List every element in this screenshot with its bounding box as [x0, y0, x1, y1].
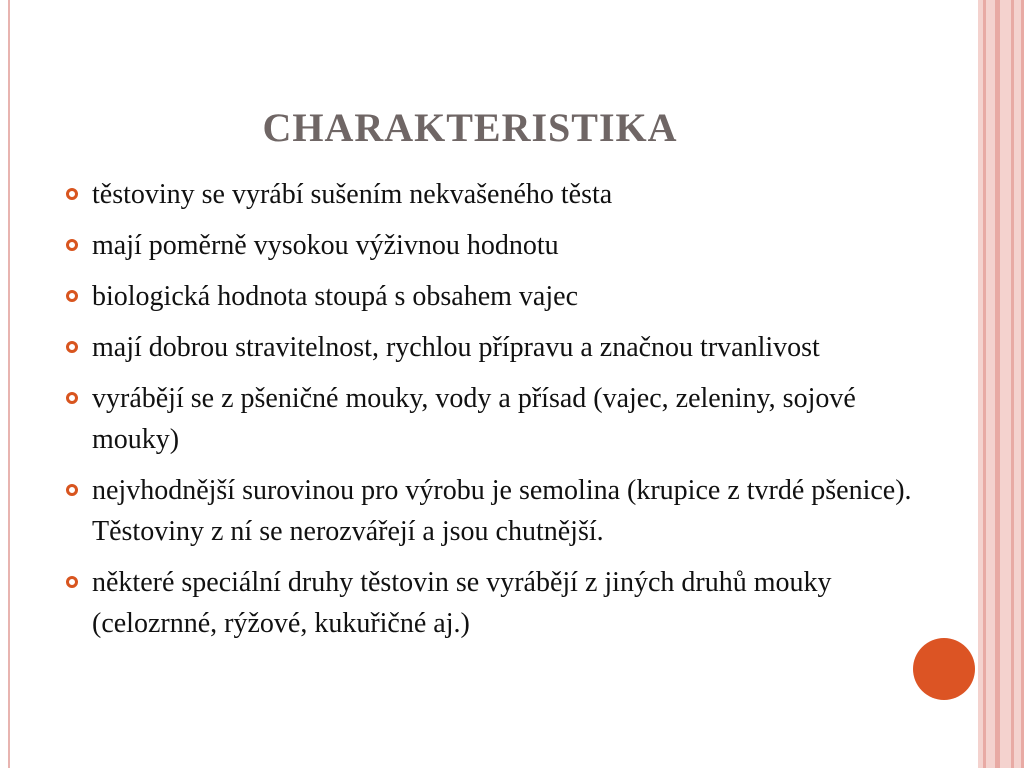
decorative-circle-icon	[913, 638, 975, 700]
bullet-item	[66, 327, 926, 368]
slide-title: CHARAKTERISTIKA	[262, 105, 678, 150]
bullet-text: těstoviny se vyrábí sušením nekvašeného těsta	[92, 179, 613, 210]
bullet-text: vyrábějí se z pšeničné mouky, vody a přísad (vajec, zeleniny, sojové mouky)	[92, 383, 856, 455]
bullet-item	[66, 378, 926, 460]
bullet-text: mají poměrně vysokou výživnou hodnotu	[92, 230, 559, 261]
bullet-list	[66, 174, 926, 654]
bullet-item	[66, 470, 926, 552]
ring-bullet-icon	[66, 392, 78, 404]
bullet-text: mají dobrou stravitelnost, rychlou přípravu a značnou trvanlivost	[92, 332, 820, 363]
right-border-stripe	[983, 0, 986, 768]
bullet-text: některé speciální druhy těstovin se vyrábějí z jiných druhů mouky (celozrnné, rýžové, kukuřičné aj.)	[92, 567, 832, 639]
ring-bullet-icon	[66, 484, 78, 496]
ring-bullet-icon	[66, 188, 78, 200]
right-border-stripe	[995, 0, 1000, 768]
bullet-item	[66, 276, 926, 317]
bullet-item	[66, 225, 926, 266]
right-border-stripe	[1011, 0, 1014, 768]
bullet-text: biologická hodnota stoupá s obsahem vajec	[92, 281, 578, 312]
ring-bullet-icon	[66, 576, 78, 588]
ring-bullet-icon	[66, 239, 78, 251]
ring-bullet-icon	[66, 290, 78, 302]
bullet-item	[66, 562, 926, 644]
bullet-item	[66, 174, 926, 215]
ring-bullet-icon	[66, 341, 78, 353]
bullet-text: nejvhodnější surovinou pro výrobu je semolina (krupice z tvrdé pšenice). Těstoviny z ní se nerozvářejí a jsou chutnější.	[92, 475, 912, 547]
